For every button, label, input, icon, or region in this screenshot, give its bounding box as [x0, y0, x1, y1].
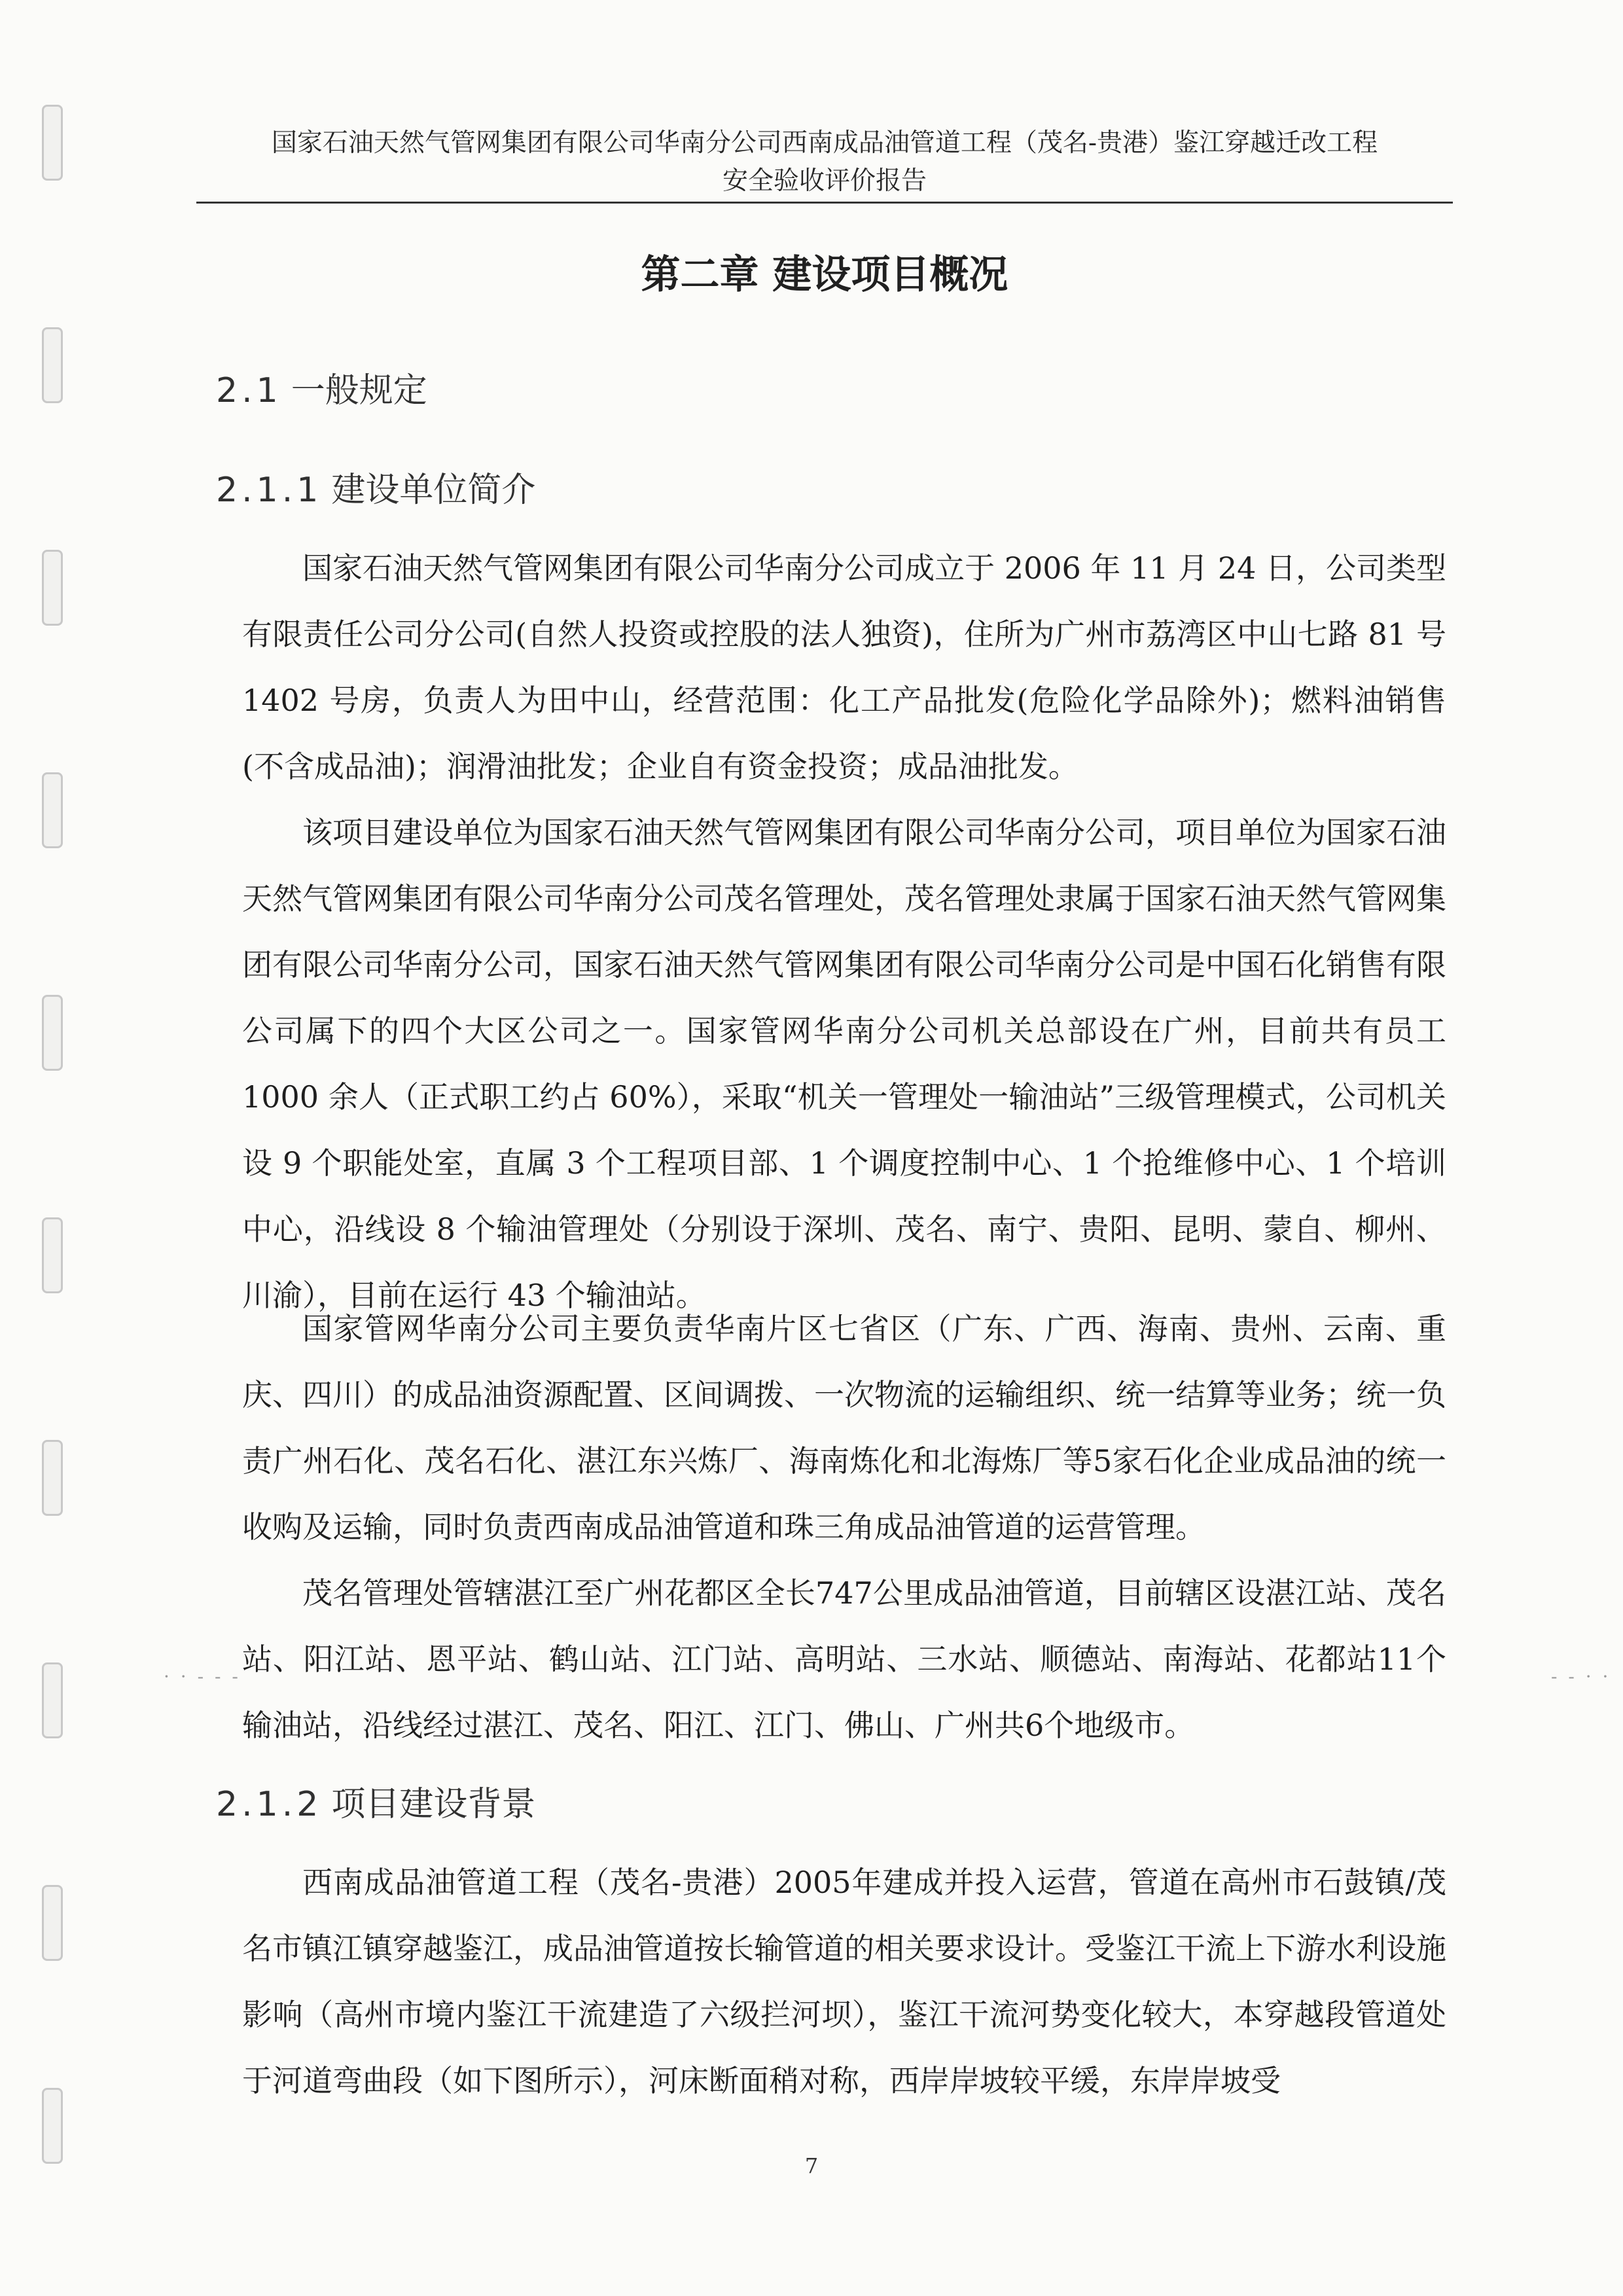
section-title: 一般规定 [291, 371, 427, 410]
binding-hole-mark [42, 1217, 63, 1293]
body-paragraph: 国家管网华南分公司主要负责华南片区七省区（广东、广西、海南、贵州、云南、重庆、四川）的成品油资源配置、区间调拨、一次物流的运输组织、统一结算等业务；统一负责广州石化、茂名石化、湛江东兴炼厂、海南炼化和北海炼厂等5家石化企业成品油的统一收购及运输，同时负责西南成品油管道和珠三角成品油管道的运营管理。 [242, 1311, 1446, 1545]
section-title: 建设单位简介 [331, 471, 536, 510]
binding-hole-mark [42, 105, 63, 181]
body-paragraph: 茂名管理处管辖湛江至广州花都区全长747公里成品油管道，目前辖区设湛江站、茂名站、阳江站、恩平站、鹤山站、江门站、高明站、三水站、顺德站、南海站、花都站11个输油站，沿线经过湛江、茂名、阳江、江门、佛山、广州共6个地级市。 [242, 1575, 1446, 1743]
binding-hole-mark [42, 772, 63, 848]
header-line-2: 安全验收评价报告 [722, 166, 927, 196]
body-paragraph: 该项目建设单位为国家石油天然气管网集团有限公司华南分公司，项目单位为国家石油天然气管网集团有限公司华南分公司茂名管理处，茂名管理处隶属于国家石油天然气管网集团有限公司华南分公司，国家石油天然气管网集团有限公司华南分公司是中国石化销售有限公司属下的四个大区公司之一。国家管网华南分公司机关总部设在广州，目前共有员工 1000 余人（正式职工约占 60%），采取“机关一管理处一输油站”三级管理模式，公司机关设 9 个职能处室，直属 3 个工程项目部、1 个调度控制中心、1 个抢维修中心、1 个培训中心，沿线设 8 个输油管理处（分别设于深圳、茂名、南宁、贵阳、昆明、蒙自、柳州、川渝），目前在运行 43 个输油站。 [242, 815, 1447, 1313]
binding-hole-mark [42, 2088, 63, 2164]
binding-hole-mark [42, 1440, 63, 1516]
scan-margin-dots: · · - - - [164, 1666, 241, 1687]
chapter-title: 第二章 建设项目概况 [641, 252, 1008, 298]
binding-hole-mark [42, 995, 63, 1071]
binding-hole-mark [42, 1662, 63, 1738]
page-number: 7 [804, 2153, 819, 2178]
running-header [196, 124, 1453, 200]
binding-hole-mark [42, 327, 63, 403]
section-heading-2-1-1 [216, 467, 535, 513]
body-paragraph: 国家石油天然气管网集团有限公司华南分公司成立于 2006 年 11 月 24 日，公司类型有限责任公司分公司(自然人投资或控股的法人独资)，住所为广州市荔湾区中山七路 81 号 1402 号房，负责人为田中山，经营范围：化工产品批发(危险化学品除外)；燃料油销售(不含成品油)；润滑油批发；企业自有资金投资；成品油批发。 [242, 550, 1446, 784]
scan-margin-dots: - - · · [1551, 1666, 1611, 1687]
section-heading-2-1 [216, 368, 427, 414]
body-paragraph: 西南成品油管道工程（茂名-贵港）2005年建成并投入运营，管道在高州市石鼓镇/茂名市镇江镇穿越鉴江，成品油管道按长输管道的相关要求设计。受鉴江干流上下游水利设施影响（高州市境内鉴江干流建造了六级拦河坝），鉴江干流河势变化较大，本穿越段管道处于河道弯曲段（如下图所示），河床断面稍对称，西岸岸坡较平缓，东岸岸坡受 [242, 1865, 1446, 2098]
section-title: 项目建设背景 [331, 1785, 536, 1824]
header-divider [196, 202, 1453, 204]
section-heading-2-1-2 [216, 1782, 535, 1827]
section-number: 2.1.1 [216, 471, 323, 510]
binding-hole-mark [42, 550, 63, 626]
section-number: 2.1 [216, 371, 282, 410]
section-number: 2.1.2 [216, 1785, 323, 1824]
binding-hole-mark [42, 1885, 63, 1961]
header-line-1: 国家石油天然气管网集团有限公司华南分公司西南成品油管道工程（茂名-贵港）鉴江穿越迁改工程 [271, 128, 1378, 158]
